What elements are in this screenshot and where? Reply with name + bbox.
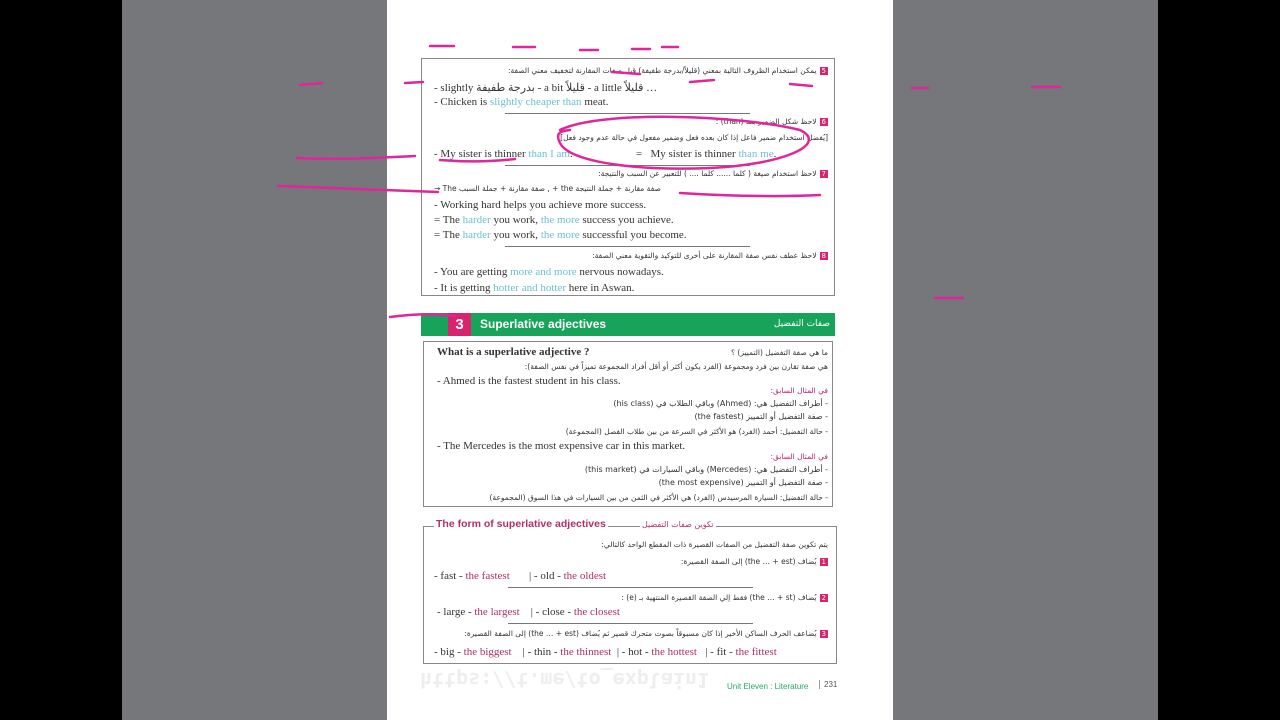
form-title-arabic: تكوين صفات التفضيل (642, 520, 714, 529)
section6-example1: - My sister is thinner than I am. (434, 148, 573, 160)
section-number: 3 (448, 313, 471, 336)
page-number: 231 (819, 680, 837, 689)
section-title: Superlative adjectives (480, 317, 607, 331)
ink-stroke (278, 186, 820, 196)
form-title: The form of superlative adjectives (436, 518, 606, 530)
rule2: 2يُضاف (the … + st) فقط إلي الصفة القصيرة المنتهية بـ (e) : (621, 593, 826, 602)
ink-stroke (300, 72, 1060, 298)
section8-example2: - It is getting hotter and hotter here in Aswan. (434, 282, 635, 294)
section8-heading: 8لاحظ عطف نفس صفة المقارنة على أخرى للتوكيد والتقوية معني الصفة: (592, 251, 826, 260)
section7-heading: 7لاحظ استخدام صيغة ( كلما ...... كلما .... ) للتعبير عن السبب والنتيجة: (598, 169, 826, 178)
note: - صفة التفضيل أو التمييز (the fastest) (694, 412, 828, 421)
section-title-arabic: صفات التفضيل (773, 319, 830, 329)
note: - أطراف التفضيل هي: (Mercedes) وباقي السيارات في (this market) (584, 465, 828, 474)
note: - حالة التفضيل: أحمد (الفرد) هو الأكثر في السرعة من بين طلاب الفصل (المجموعة) (565, 427, 828, 436)
watermark: https://t.me/to_explain1 (420, 668, 709, 692)
rule1-examples: - fast - the fastest | - old - the oldest (434, 570, 607, 582)
section7-example3: = The harder you work, the more successful you become. (434, 229, 687, 241)
example2: - The Mercedes is the most expensive car in this market. (437, 440, 686, 452)
definition: هي صفة تقارن بين فرد ومجموعة (الفرد يكون أكثر أو أقل أفراد المجموعة تميزاً في نفس الصفة): (524, 362, 828, 371)
section6-heading: 6لاحظ شكل الضمير بعد (than) : (715, 117, 826, 126)
section7-example1: - Working hard helps you achieve more success. (434, 199, 647, 211)
ink-stroke (297, 156, 515, 161)
question-arabic: ما هي صفة التفضيل (التمييز) ؟ (731, 348, 828, 357)
ink-stroke (430, 46, 678, 50)
example1: - Ahmed is the fastest student in his class. (437, 375, 621, 387)
question: What is a superlative adjective ? (437, 346, 590, 358)
prev-label: في المثال السابق: (770, 452, 828, 461)
note: - حالة التفضيل: السيارة المرسيدس (الفرد) هي الأكثر في الثمن من بين السيارات في هذا السوق (المجموعة) (489, 493, 828, 502)
section5-example: - Chicken is slightly cheaper than meat. (434, 96, 609, 108)
note: - أطراف التفضيل هي: (Ahmed) وباقي الطلاب في (his class) (613, 399, 828, 408)
ink-ellipse (558, 117, 809, 169)
section6-example2: = My sister is thinner than me. (636, 148, 777, 160)
rule2-examples: - large - the largest | - close - the closest (437, 606, 620, 618)
ink-stroke (390, 314, 455, 317)
section7-formula: → The صفة مقارنة + جملة السبب , + the صفة مقارنة + جملة النتيجة (434, 184, 661, 193)
rule1: 1يُضاف (the … + est) إلى الصفة القصيرة: (680, 557, 826, 566)
section5-heading: 5يمكن استخدام الظروف التالية بمعني (قليلاً/بدرجة طفيفة) قبل صفات المقارنة لتخفيف معني الصفة: (507, 66, 826, 75)
section5-line: - slightly بدرجة طفيفة - a bit قليلاً - a little قليلاً … (434, 82, 658, 94)
prev-label: في المثال السابق: (770, 386, 828, 395)
rule3-examples: - big - the biggest | - thin - the thinnest | - hot - the hottest | - fit - the fittest (434, 646, 777, 658)
footer-unit: Unit Eleven : Literature (727, 682, 809, 691)
section8-example1: - You are getting more and more nervous nowadays. (434, 266, 664, 278)
rule3: 3يُضاعف الحرف الساكن الأخير إذا كان مسبوقاً بصوت متحرك قصير ثم يُضاف (the … + est) إلى الصفة القصيرة: (464, 629, 826, 638)
form-intro: يتم تكوين صفة التفضيل من الصفات القصيرة ذات المقطع الواحد كالتالي: (601, 540, 828, 549)
section6-note: [يُفضل استخدام ضمير فاعل إذا كان بعده فعل وضمير مفعول في حالة عدم وجود فعل]: (557, 133, 828, 142)
note: - صفة التفضيل أو التمييز (the most expensive) (658, 478, 828, 487)
section7-example2: = The harder you work, the more success you achieve. (434, 214, 674, 226)
